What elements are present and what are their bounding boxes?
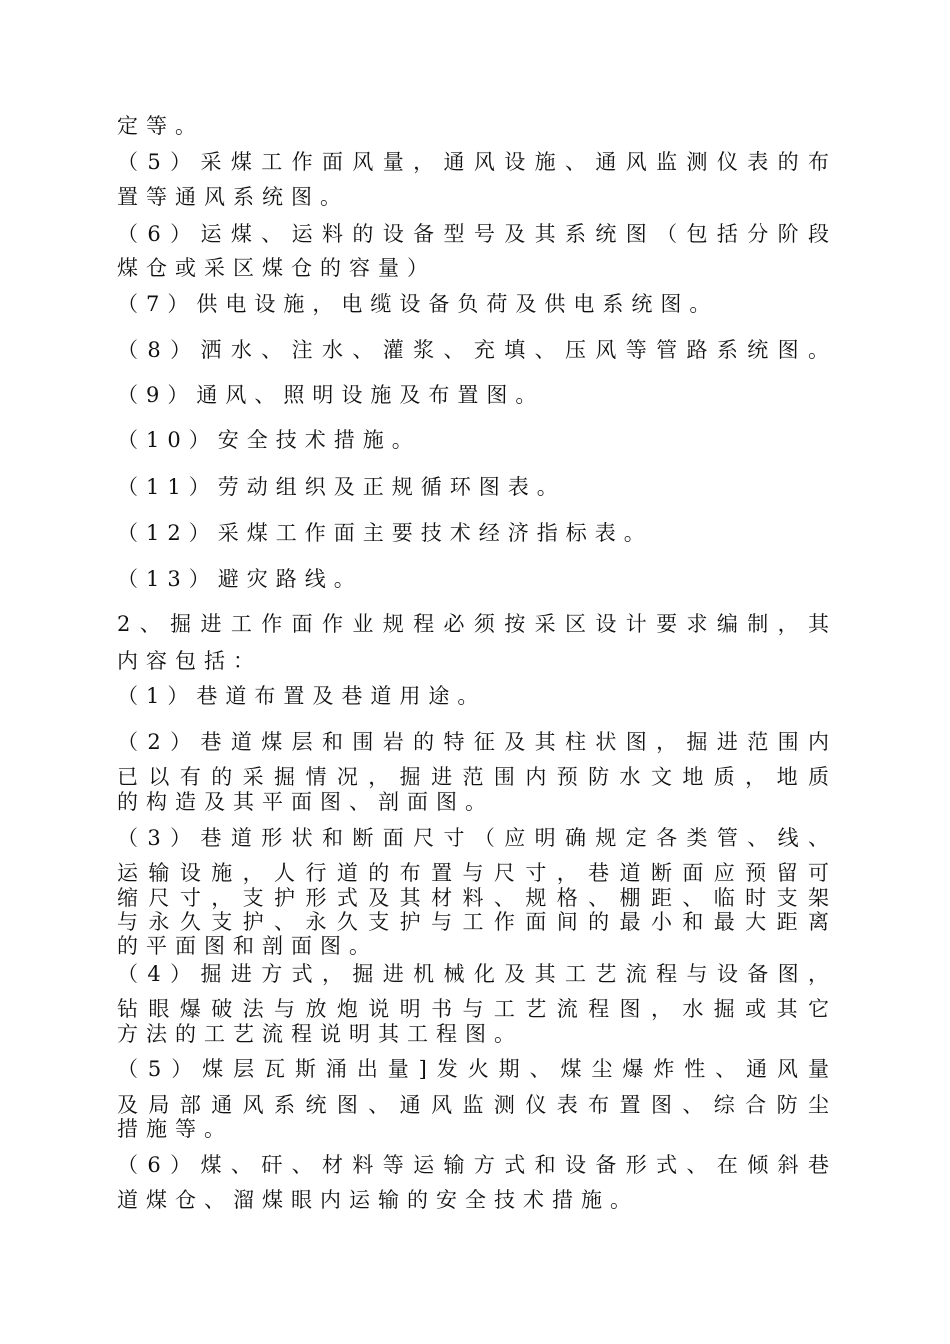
text-line: 置等通风系统图。 — [117, 185, 349, 209]
text-line: （5）采煤工作面风量，通风设施、通风监测仪表的布 — [117, 150, 829, 174]
text-line: （6）运煤、运料的设备型号及其系统图（包括分阶段 — [117, 222, 829, 246]
text-line: 内容包括： — [117, 649, 262, 673]
text-line: （2）巷道煤层和围岩的特征及其柱状图，掘进范围内 — [117, 730, 829, 754]
text-line: （13）避灾路线。 — [117, 567, 363, 591]
text-line: 方法的工艺流程说明其工程图。 — [117, 1022, 523, 1046]
text-line: 定等。 — [117, 114, 204, 138]
text-line: （9）通风、照明设施及布置图。 — [117, 383, 545, 407]
text-line: （7）供电设施，电缆设备负荷及供电系统图。 — [117, 292, 719, 316]
text-line: 措施等。 — [117, 1117, 233, 1141]
text-line: （3）巷道形状和断面尺寸（应明确规定各类管、线、 — [117, 826, 829, 850]
text-line: （6）煤、矸、材料等运输方式和设备形式、在倾斜巷 — [117, 1153, 829, 1177]
text-line: （4）掘进方式，掘进机械化及其工艺流程与设备图， — [117, 962, 829, 986]
text-line: 与永久支护、永久支护与工作面间的最小和最大距离 — [117, 910, 829, 934]
text-line: 及局部通风系统图、通风监测仪表布置图、综合防尘 — [117, 1093, 829, 1117]
text-line: 煤仓或采区煤仓的容量） — [117, 256, 436, 280]
text-line: （5）煤层瓦斯涌出量]发火期、煤尘爆炸性、通风量 — [117, 1057, 829, 1081]
text-line: 的平面图和剖面图。 — [117, 934, 378, 958]
text-line: 缩尺寸，支护形式及其材料、规格、棚距、临时支架 — [117, 886, 829, 910]
text-line: （1）巷道布置及巷道用途。 — [117, 684, 487, 708]
text-line: 已以有的采掘情况，掘进范围内预防水文地质，地质 — [117, 765, 829, 789]
text-line: （8）洒水、注水、灌浆、充填、压风等管路系统图。 — [117, 338, 829, 362]
text-line: （11）劳动组织及正规循环图表。 — [117, 475, 566, 499]
text-line: 2、掘进工作面作业规程必须按采区设计要求编制，其 — [117, 612, 829, 636]
text-line: 的构造及其平面图、剖面图。 — [117, 790, 494, 814]
text-line: 钻眼爆破法与放炮说明书与工艺流程图，水掘或其它 — [117, 997, 829, 1021]
text-line: （12）采煤工作面主要技术经济指标表。 — [117, 521, 653, 545]
text-line: 道煤仓、溜煤眼内运输的安全技术措施。 — [117, 1188, 639, 1212]
text-line: （10）安全技术措施。 — [117, 428, 421, 452]
text-line: 运输设施，人行道的布置与尺寸，巷道断面应预留可 — [117, 861, 829, 885]
